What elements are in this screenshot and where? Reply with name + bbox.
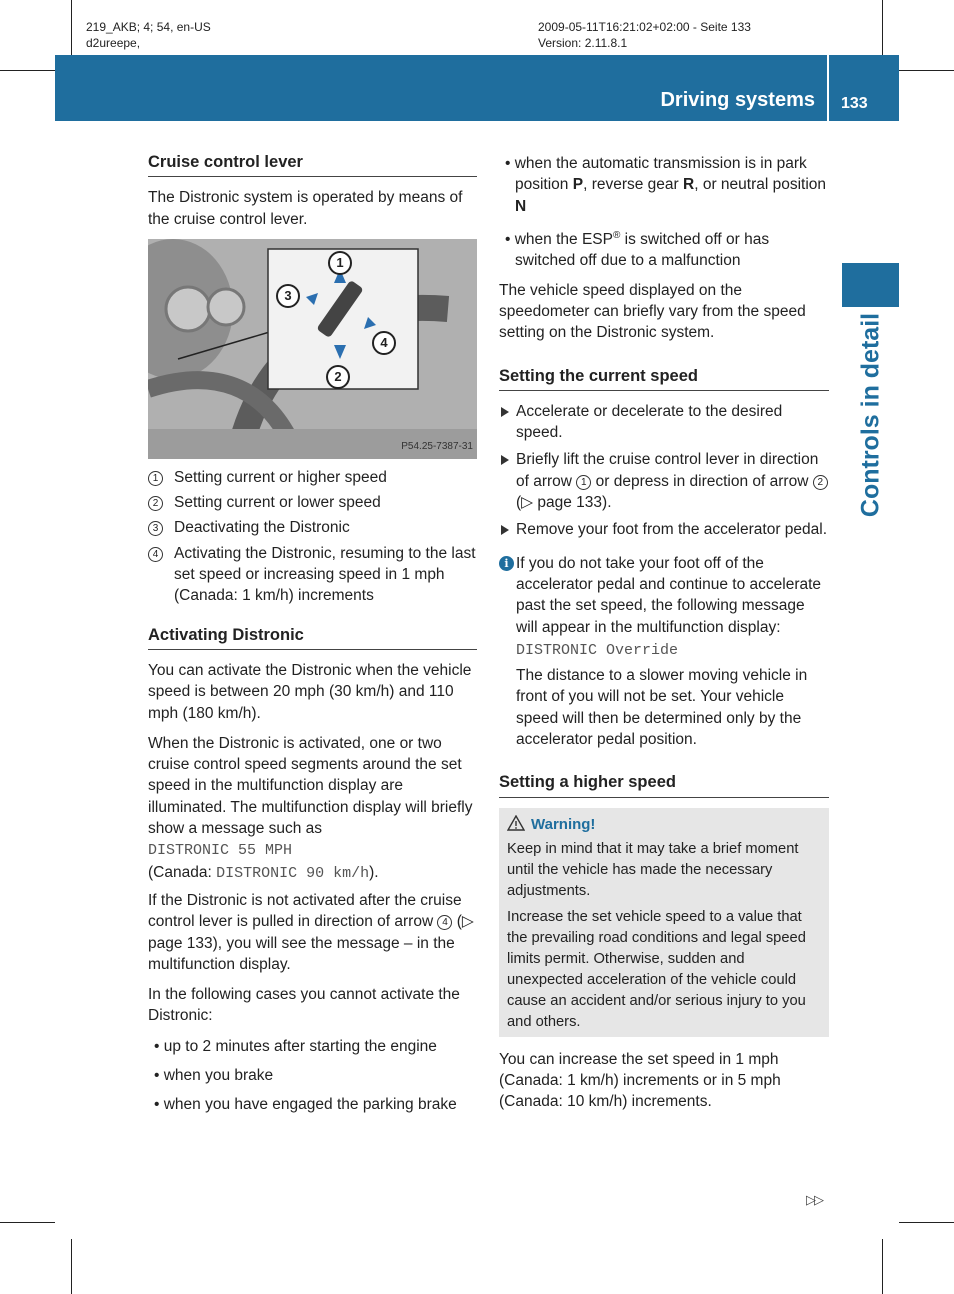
- legend-item: [148, 467, 477, 488]
- gear-letter: N: [515, 197, 527, 215]
- legend-number: 4: [148, 547, 163, 562]
- paragraph-activated: [148, 733, 477, 884]
- legend-item: [148, 492, 477, 513]
- text: If the Distronic is not activated after the cruise control lever is pulled in direction of arrow: [148, 891, 462, 931]
- info-note: [499, 553, 829, 751]
- right-column: [499, 153, 829, 1121]
- heading-activating-distronic: Activating Distronic: [148, 625, 477, 650]
- crop-mark: [882, 1239, 883, 1294]
- text: when the ESP: [514, 231, 613, 249]
- text: (▷ page 133).: [516, 494, 612, 512]
- text: (Canada:: [148, 863, 217, 881]
- paragraph-increments: You can increase the set speed in 1 mph (Canada: 1 km/h) increments or in 5 mph (Canada: 10 km/h) increments.: [499, 1050, 781, 1111]
- list-item: • when you have engaged the parking brake: [154, 1096, 457, 1114]
- figure-code: P54.25-7387-31: [401, 440, 473, 452]
- text: Briefly lift the cruise control lever in direction of arrow: [516, 451, 819, 490]
- left-column: [148, 152, 477, 1124]
- paragraph-not-activated: [148, 890, 477, 975]
- list-item: • when the ESP® is switched off or has switched off due to a malfunction: [505, 229, 770, 270]
- warning-title: [507, 814, 821, 835]
- text: ).: [369, 863, 379, 881]
- heading-cruise-control-lever: Cruise control lever: [148, 152, 477, 177]
- instruction-step: [499, 449, 829, 513]
- warning-icon: [507, 815, 525, 831]
- text: is switched off or has switched off due to a malfunction: [515, 231, 770, 270]
- list-text: when you brake: [163, 1067, 274, 1085]
- gear-letter: P: [572, 176, 584, 194]
- paragraph-cases: In the following cases you cannot activate the Distronic:: [148, 986, 460, 1025]
- arrow-number: 2: [813, 475, 828, 490]
- callout-1: 1: [328, 251, 352, 275]
- meta-line: 219_AKB; 4; 54, en-US: [86, 20, 211, 34]
- chapter-label-text: Controls in detail: [856, 312, 884, 518]
- info-text: If you do not take your foot off of the accelerator pedal and continue to accelerate past the set speed, the following message will appear in the multifunction display:: [516, 554, 822, 636]
- section-title: Driving systems: [660, 89, 815, 111]
- display-message: DISTRONIC Override: [516, 641, 679, 659]
- info-text: The distance to a slower moving vehicle in front of you will not be set. Your vehicle speed will then be determined only by the accelerator pedal position.: [516, 667, 808, 748]
- print-meta-left: [86, 19, 211, 51]
- callout-3: 3: [276, 284, 300, 308]
- warning-label: Warning!: [531, 815, 596, 833]
- legend-text: Setting current or higher speed: [174, 468, 387, 486]
- steering-wheel-illustration: [148, 239, 477, 459]
- legend-number: 2: [148, 496, 163, 511]
- page-number: 133: [841, 95, 868, 112]
- info-icon: i: [499, 556, 514, 571]
- legend-text: Setting current or lower speed: [174, 494, 381, 512]
- text: , reverse gear: [583, 176, 684, 194]
- crop-mark: [882, 0, 883, 55]
- warning-box: [499, 808, 829, 1037]
- instruction-step: Accelerate or decelerate to the desired speed.: [499, 401, 829, 444]
- callout-4: 4: [372, 331, 396, 355]
- crop-mark: [0, 70, 55, 71]
- list-text: when you have engaged the parking brake: [163, 1096, 457, 1114]
- text: when the automatic transmission is in park position: [514, 155, 807, 194]
- legend-number: 1: [148, 471, 163, 486]
- heading-setting-current-speed: Setting the current speed: [499, 366, 829, 391]
- heading-setting-higher-speed: Setting a higher speed: [499, 772, 829, 797]
- meta-line: d2ureepe,: [86, 36, 141, 50]
- legend-text: Deactivating the Distronic: [174, 519, 350, 537]
- crop-mark: [0, 1222, 55, 1223]
- meta-line: Version: 2.11.8.1: [538, 36, 628, 50]
- lever-intro: The Distronic system is operated by means of the cruise control lever.: [148, 189, 463, 228]
- paragraph-speedometer: The vehicle speed displayed on the speedometer can briefly vary from the speed setting on the Distronic system.: [499, 281, 806, 342]
- text: or depress in direction of arrow: [591, 472, 813, 490]
- figure-legend: [148, 467, 477, 607]
- list-item: • when the automatic transmission is in park position P, reverse gear R, or neutral position N: [505, 155, 827, 215]
- crop-mark: [899, 1222, 954, 1223]
- arrow-number: 1: [576, 475, 591, 490]
- cruise-lever-figure: [148, 239, 477, 459]
- text: When the Distronic is activated, one or two cruise control speed segments around the set speed in the multifunction display are illuminated. The multifunction display will briefly show a message such as: [148, 734, 473, 838]
- legend-text: Activating the Distronic, resuming to the last set speed or increasing speed in 1 mph (Canada: 1 km/h) increments: [174, 544, 476, 605]
- paragraph-speed-range: You can activate the Distronic when the vehicle speed is between 20 mph (30 km/h) and 110 mph (180 km/h).: [148, 661, 472, 722]
- chapter-label: [842, 300, 899, 530]
- header-divider: [827, 55, 829, 121]
- text: , or neutral position: [694, 176, 827, 194]
- crop-mark: [899, 70, 954, 71]
- legend-item: [148, 543, 477, 607]
- registered-mark: ®: [612, 229, 621, 241]
- warning-text: Keep in mind that it may take a brief moment until the vehicle has made the necessary adjustments.: [507, 840, 799, 899]
- list-item: • up to 2 minutes after starting the engine: [154, 1037, 437, 1055]
- legend-number: 3: [148, 521, 163, 536]
- display-message: DISTRONIC 90 km/h: [216, 864, 370, 882]
- instruction-step: Remove your foot from the accelerator pedal.: [499, 519, 829, 540]
- crop-mark: [71, 1239, 72, 1294]
- text: (▷ page 133), you will see the message – in the multifunction display.: [148, 913, 474, 973]
- display-message: DISTRONIC 55 MPH: [148, 842, 293, 860]
- callout-2: 2: [326, 365, 350, 389]
- list-text: up to 2 minutes after starting the engine: [163, 1037, 437, 1055]
- gear-letter: R: [683, 176, 695, 194]
- arrow-number: 4: [437, 915, 452, 930]
- meta-line: 2009-05-11T16:21:02+02:00 - Seite 133: [538, 20, 751, 34]
- list-item: • when you brake: [154, 1067, 274, 1085]
- section-header: [55, 55, 899, 121]
- print-meta-right: [538, 19, 751, 51]
- crop-mark: [71, 0, 72, 55]
- warning-text: Increase the set vehicle speed to a value that the prevailing road conditions and legal speed limits permit. Otherwise, sudden and unexpected acceleration of the vehicle could cause an accident and/or serious injury to you and others.: [507, 908, 806, 1030]
- continue-marker: ▷▷: [806, 1192, 822, 1207]
- legend-item: [148, 517, 477, 538]
